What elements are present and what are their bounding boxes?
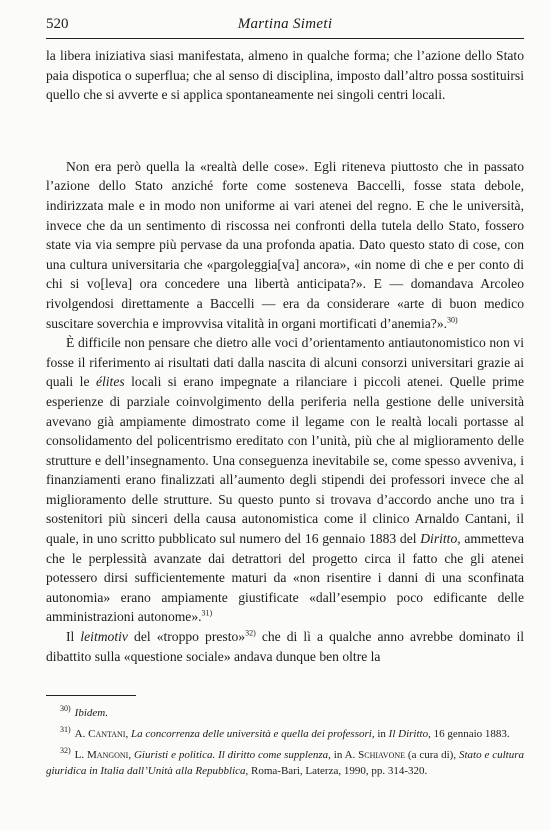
page-header (46, 14, 524, 36)
footnote-text: , 16 gennaio 1883. (428, 728, 510, 740)
footnote-ref: 31) (201, 608, 213, 618)
body-text (46, 46, 524, 666)
footnote-number: 32) (60, 746, 71, 756)
footnote-journal: Il Diritto (388, 728, 429, 740)
paragraph-text: locali si erano impegnate a rilanciare i piccoli atenei. Quelle prime esperienze di parziale coinvolgimento della periferia nella gestione delle università avevano già ampiamente dimostrato come il legame con le realtà locali portasse al consolidamento del policentrismo ereditato con l’unità, più che al miglioramento delle strutture e dell’insegnamento. Una conseguenza inevitabile se, come spesso avveniva, i finanziamenti erano finalizzati all’aumento degli stipendi dei professori invece che al miglioramento delle strutture. Su questo punto si trovava d’accordo anche uno tra i sostenitori più sinceri della causa autonomistica come il clinico Arnaldo Cantani, il quale, in uno scritto pubblicato sul numero del 16 gennaio 1883 del (46, 374, 524, 547)
italic-term: élites (95, 374, 125, 390)
footnote-text: , Roma-Bari, Laterza, 1990, pp. 314-320. (245, 765, 428, 777)
paragraph-text: che di lì a qualche anno avrebbe dominato il dibattito sulla «questione sociale» andava dunque ben oltre la (46, 629, 524, 664)
page-number: 520 (46, 16, 69, 32)
footnote-ref: 30) (447, 315, 458, 324)
paragraph-text: Il (66, 629, 81, 645)
italic-title: Diritto (420, 531, 458, 547)
footnote-text: (a cura di), (405, 749, 459, 761)
paragraph (46, 157, 524, 333)
footnote-rule (46, 695, 136, 696)
footnote (46, 705, 524, 721)
footnote-author: A. Cantani (74, 728, 126, 740)
footnote-text: , in (371, 728, 389, 740)
footnote-text: Ibidem. (74, 707, 108, 719)
paragraph-text: , ammetteva che le perplessità avanzate dai detrattori del progetto circa il fatto che gli atenei potessero dirsi sufficientemente maturi da «non risentire i danni di una sconfinata autonomia» erano ampiamente giustificate «dall’esempio poco edificante delle amministrazioni autonome». (46, 531, 525, 625)
italic-term: leitmotiv (80, 629, 128, 645)
paragraph-continued: la libera iniziativa siasi manifestata, almeno in qualche forma; che l’azione dello Stato paia dispotica o superflua; che al senso di disciplina, imposto dall’altro possa sostituirsi quello che si avverte e si applica spontaneamente nei singoli centri locali. (46, 48, 524, 103)
paragraph-text: È difficile non pensare che dietro alle voci d’orientamento antiautonomistico non vi fosse il riferimento ai risultati dati dalla nascita di alcuni consorzi universitari grazie ai quali le (46, 335, 524, 390)
footnote-ref: 32) (245, 628, 256, 638)
footnote-book-title: Stato e cultura giuridica in Italia dall’Unità alla Repubblica (46, 749, 524, 777)
footnote-text: , in A. (328, 749, 359, 761)
header-rule (46, 38, 524, 39)
footnote-title: La concorrenza delle università e quella dei professori (130, 728, 372, 740)
footnote: $^{32)}$ L. Mangoni, Giuristi e politica. Il diritto come supplenza, in A. Schiavone (a cura di), Stato e cultura giuridica in Italia dall’Unità alla Repubblica, Roma-Bari, Laterza, 1990, pp. 314-320. (46, 746, 524, 777)
footnote-title: Giuristi e politica. Il diritto come supplenza (133, 749, 329, 761)
footnote-author: L. Mangoni (74, 749, 129, 761)
paragraph (46, 627, 524, 666)
footnote-editor: Schiavone (358, 749, 406, 761)
paragraph (46, 333, 524, 627)
paragraph-text: Non era però quella la «realtà delle cose». Egli riteneva piuttosto che in passato l’azione dello Stato anziché forte come sosteneva Baccelli, fosse stata debole, indirizzata male e in modo non uniforme ai vari atenei del regno. E che le università, invece che da un sentimento di riscossa nei confronti della tutela dello Stato, fossero state via via sempre più pervase da una profonda apatia. Dato questo stato di cose, con una cultura universitaria che «pargoleggia[va] ancora», «in nome di che e per conto di chi si vo[leva] ora concedere una libertà anticipata?». E — domandava Arcoleo rivolgendosi direttamente a Baccelli — era da considerare «arte di buon medico suscitare soverchia e improvvisa vitalità in organi mortificati d’anemia?». (46, 158, 524, 331)
running-title: Martina Simeti (237, 16, 333, 32)
footnote: $^{31)}$ A. Cantani, La concorrenza delle università e quella dei professori, in Il Diritto, 16 gennaio 1883. (60, 725, 510, 740)
paragraph-text: del «troppo presto» (127, 629, 246, 645)
footnotes (46, 705, 524, 784)
footnote-number: 31) (60, 725, 71, 735)
footnote-number: 30) (60, 704, 71, 714)
